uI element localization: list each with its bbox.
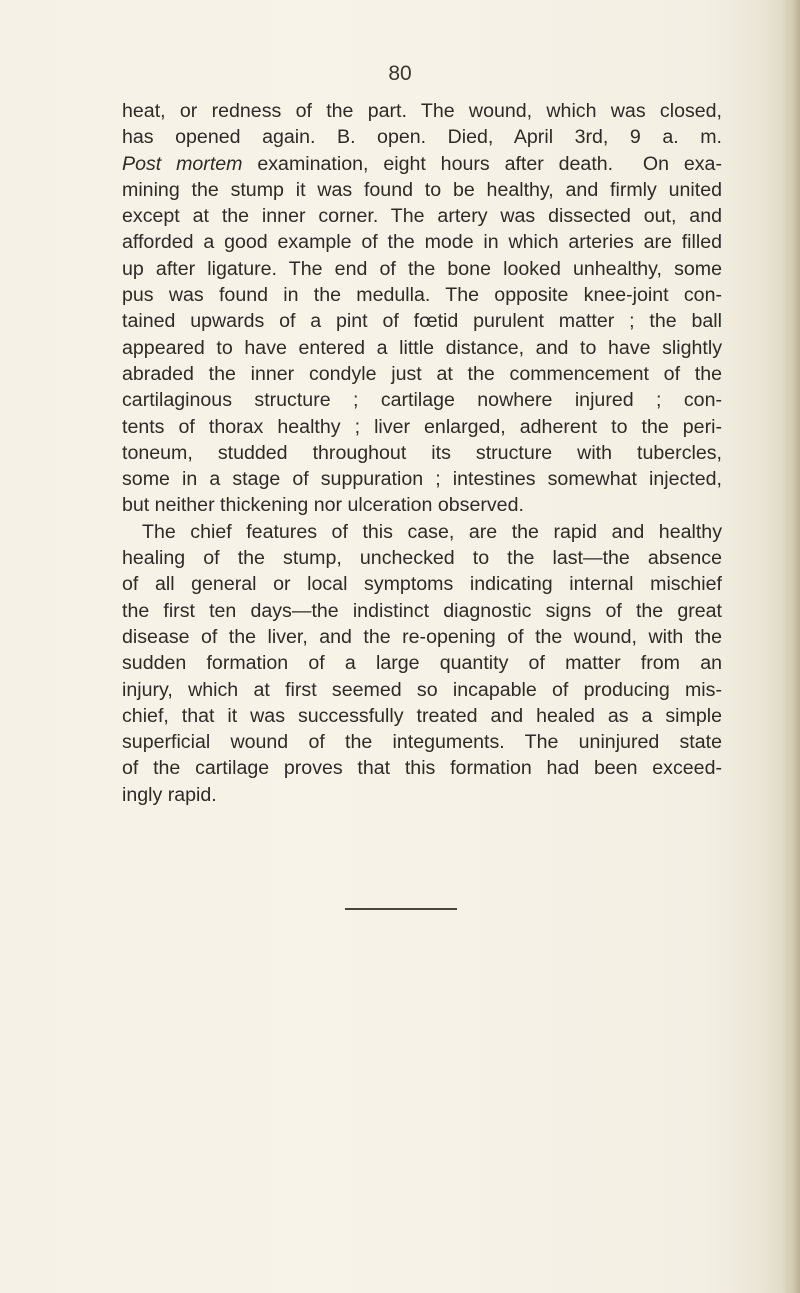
text-line: of the cartilage proves that this formation had been exceed- (122, 757, 722, 780)
text-line: has opened again. B. open. Died, April 3rd, 9 a. m. (122, 126, 722, 149)
text-line: superficial wound of the integuments. The uninjured state (122, 731, 722, 754)
text-line: heat, or redness of the part. The wound, which was closed, (122, 100, 722, 122)
text-line: disease of the liver, and the re-opening of the wound, with the (122, 625, 722, 648)
text-line: cartilaginous structure ; cartilage nowhere injured ; con- (122, 389, 722, 412)
text-line: toneum, studded throughout its structure with tubercles, (122, 441, 722, 464)
text-line: afforded a good example of the mode in which arteries are filled (122, 231, 722, 254)
text-line: tents of thorax healthy ; liver enlarged, adherent to the peri- (122, 415, 722, 438)
text-line: some in a stage of suppuration ; intestines somewhat injected, (122, 468, 722, 491)
text-line: pus was found in the medulla. The opposite knee-joint con- (122, 284, 722, 307)
text-line: abraded the inner condyle just at the commencement of the (122, 362, 722, 385)
text-line: of all general or local symptoms indicating internal mischief (122, 573, 722, 596)
italic-phrase: Post mortem (122, 152, 243, 175)
text-line: The chief features of this case, are the rapid and healthy (142, 520, 722, 543)
text-line: up after ligature. The end of the bone looked unhealthy, some (122, 257, 722, 280)
text-line (122, 151, 722, 177)
section-end-rule (345, 908, 457, 910)
text-line: but neither thickening nor ulceration observed. (122, 494, 524, 517)
text-line-rest: examination, eight hours after death. On exa- (242, 152, 722, 175)
text-line: sudden formation of a large quantity of matter from an (122, 652, 722, 675)
text-line: except at the inner corner. The artery was dissected out, and (122, 205, 722, 228)
text-line: appeared to have entered a little distance, and to have slightly (122, 336, 722, 359)
text-line: mining the stump it was found to be healthy, and firmly united (122, 178, 722, 201)
text-line: ingly rapid. (122, 783, 217, 806)
text-line: injury, which at first seemed so incapable of producing mis- (122, 678, 722, 701)
text-line: healing of the stump, unchecked to the last—the absence (122, 547, 722, 570)
page-body-text (122, 98, 722, 808)
text-line: tained upwards of a pint of fœtid purulent matter ; the ball (122, 310, 722, 333)
text-line: chief, that it was successfully treated and healed as a simple (122, 704, 722, 727)
page-edge-shadow (782, 0, 800, 1293)
page-number: 80 (388, 62, 412, 85)
text-line: the first ten days—the indistinct diagnostic signs of the great (122, 599, 722, 622)
